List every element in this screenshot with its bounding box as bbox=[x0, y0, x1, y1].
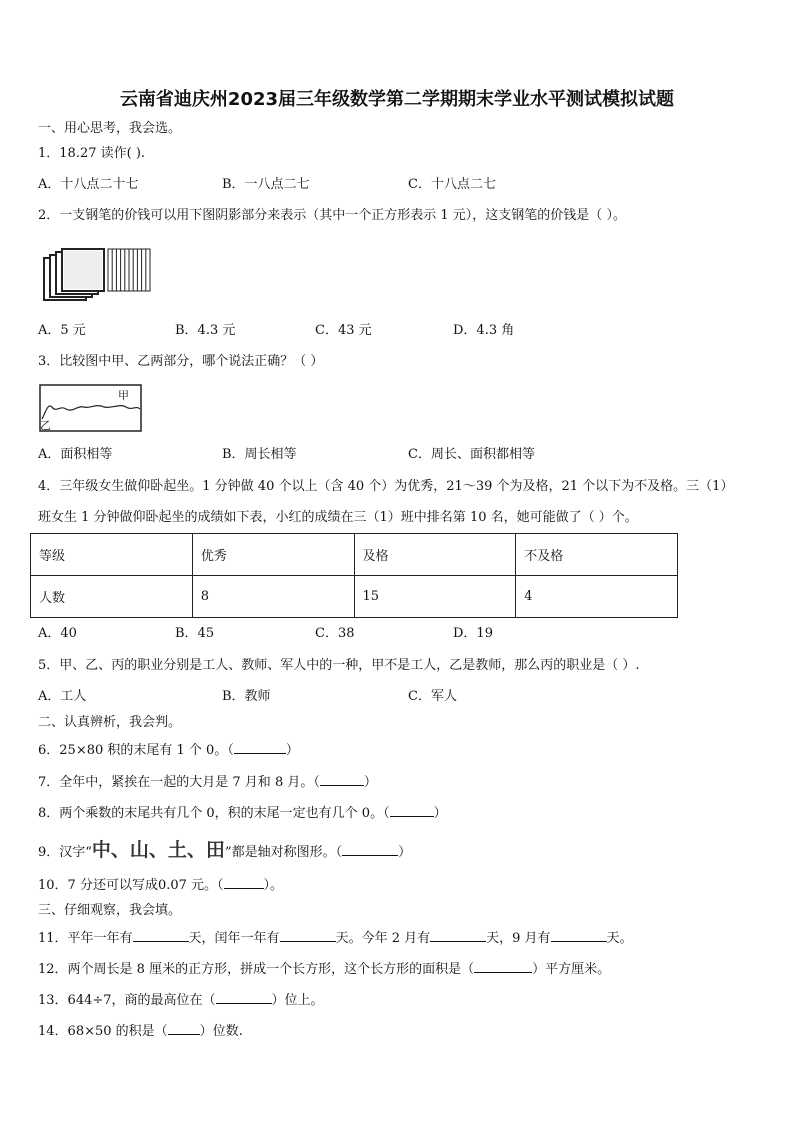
question-14-close: ）位数. bbox=[199, 1024, 243, 1039]
question-1-option-c[interactable]: C．十八点二七 bbox=[408, 177, 496, 192]
page-title: 云南省迪庆州2023届三年级数学第二学期期末学业水平测试模拟试题 bbox=[119, 89, 675, 110]
question-3-option-a[interactable]: A．面积相等 bbox=[38, 447, 113, 462]
question-2-stem: 2．一支钢笔的价钱可以用下图阴影部分来表示（其中一个正方形表示 1 元），这支钢笔的价钱是（ ）。 bbox=[38, 208, 626, 223]
region-label-yi: 乙 bbox=[40, 419, 51, 432]
table-cell: 15 bbox=[354, 576, 516, 618]
table-header-cell: 等级 bbox=[31, 534, 193, 576]
question-9-characters: 中、山、土、田 bbox=[91, 839, 225, 861]
question-1-stem: 1．18.27 读作( ). bbox=[38, 146, 146, 161]
table-header-cell: 优秀 bbox=[192, 534, 354, 576]
question-11-text-3: 天。今年 2 月有 bbox=[335, 931, 431, 946]
question-4-option-a[interactable]: A．40 bbox=[38, 626, 77, 641]
answer-blank[interactable] bbox=[234, 741, 286, 754]
question-7-close: ） bbox=[363, 775, 377, 790]
question-4-stem-line-1: 4．三年级女生做仰卧起坐。1 分钟做 40 个以上（含 40 个）为优秀，21～39 个为及格，21 个以下为不及格。三（1） bbox=[38, 479, 734, 494]
question-3-option-b[interactable]: B．周长相等 bbox=[222, 447, 297, 462]
question-3-stem: 3．比较图中甲、乙两部分，哪个说法正确？（ ） bbox=[38, 354, 324, 369]
question-6 bbox=[38, 741, 299, 759]
question-8-text: 8．两个乘数的末尾共有几个 0，积的末尾一定也有几个 0。（ bbox=[38, 806, 390, 821]
question-8-close: ） bbox=[433, 806, 447, 821]
answer-blank[interactable] bbox=[168, 1022, 200, 1035]
question-12-text: 12．两个周长是 8 厘米的正方形，拼成一个长方形，这个长方形的面积是（ bbox=[38, 962, 475, 977]
question-4-option-d[interactable]: D．19 bbox=[453, 626, 493, 641]
question-14-text: 14．68×50 的积是（ bbox=[38, 1024, 168, 1039]
question-10-text: 10．7 分还可以写成0.07 元。（ bbox=[38, 878, 224, 893]
table-cell: 8 bbox=[192, 576, 354, 618]
question-11-text-2: 天，闰年一年有 bbox=[188, 931, 280, 946]
answer-blank[interactable] bbox=[342, 843, 398, 856]
question-12 bbox=[38, 960, 610, 978]
grade-table bbox=[30, 533, 678, 618]
question-2-option-c[interactable]: C．43 元 bbox=[315, 323, 372, 338]
question-14 bbox=[38, 1022, 243, 1040]
question-5-option-a[interactable]: A．工人 bbox=[38, 689, 87, 704]
question-5-stem: 5．甲、乙、丙的职业分别是工人、教师、军人中的一种，甲不是工人，乙是教师，那么丙的职业是（ ）. bbox=[38, 658, 640, 673]
question-9-text: 9．汉字“ bbox=[38, 845, 92, 860]
question-12-close: ）平方厘米。 bbox=[532, 962, 611, 977]
question-13-close: ）位上。 bbox=[271, 993, 324, 1008]
question-10 bbox=[38, 876, 283, 894]
table-cell: 人数 bbox=[31, 576, 193, 618]
section-heading-1: 一、用心思考，我会选。 bbox=[38, 121, 182, 136]
answer-blank[interactable] bbox=[216, 991, 272, 1004]
question-6-text: 6．25×80 积的末尾有 1 个 0。（ bbox=[38, 743, 234, 758]
answer-blank[interactable] bbox=[280, 929, 336, 942]
question-13-text: 13．644÷7，商的最高位在（ bbox=[38, 993, 216, 1008]
question-1-option-a[interactable]: A．十八点二十七 bbox=[38, 177, 139, 192]
question-9-close: ） bbox=[398, 845, 412, 860]
question-11-text-5: 天。 bbox=[606, 931, 633, 946]
question-2-option-a[interactable]: A．5 元 bbox=[38, 323, 86, 338]
answer-blank[interactable] bbox=[224, 876, 264, 889]
shaded-squares-figure bbox=[42, 246, 162, 306]
answer-blank[interactable] bbox=[430, 929, 486, 942]
question-2-option-b[interactable]: B．4.3 元 bbox=[175, 323, 236, 338]
answer-blank[interactable] bbox=[474, 960, 532, 973]
answer-blank[interactable] bbox=[390, 804, 434, 817]
answer-blank[interactable] bbox=[133, 929, 189, 942]
answer-blank[interactable] bbox=[551, 929, 607, 942]
question-11-text: 11．平年一年有 bbox=[38, 931, 133, 946]
section-heading-3: 三、仔细观察，我会填。 bbox=[38, 903, 182, 918]
table-header-cell: 及格 bbox=[354, 534, 516, 576]
table-row bbox=[31, 576, 678, 618]
section-heading-2: 二、认真辨析，我会判。 bbox=[38, 715, 182, 730]
region-label-jia: 甲 bbox=[118, 389, 129, 402]
question-5-option-c[interactable]: C．军人 bbox=[408, 689, 457, 704]
table-cell: 4 bbox=[516, 576, 678, 618]
table-header-cell: 不及格 bbox=[516, 534, 678, 576]
question-13 bbox=[38, 991, 324, 1009]
question-11 bbox=[38, 929, 633, 947]
question-7 bbox=[38, 773, 377, 791]
question-1-option-b[interactable]: B．一八点二七 bbox=[222, 177, 310, 192]
question-5-option-b[interactable]: B．教师 bbox=[222, 689, 271, 704]
question-6-close: ） bbox=[285, 743, 299, 758]
question-11-text-4: 天，9 月有 bbox=[486, 931, 551, 946]
question-2-option-d[interactable]: D．4.3 角 bbox=[453, 323, 515, 338]
question-4-option-c[interactable]: C．38 bbox=[315, 626, 355, 641]
question-3-option-c[interactable]: C．周长、面积都相等 bbox=[408, 447, 535, 462]
question-4-option-b[interactable]: B．45 bbox=[175, 626, 215, 641]
question-10-close: ）。 bbox=[263, 878, 284, 893]
question-9 bbox=[38, 840, 411, 863]
answer-blank[interactable] bbox=[320, 773, 364, 786]
question-9-text-2: ”都是轴对称图形。（ bbox=[224, 845, 343, 860]
question-7-text: 7．全年中，紧挨在一起的大月是 7 月和 8 月。（ bbox=[38, 775, 320, 790]
question-4-stem-line-2: 班女生 1 分钟做仰卧起坐的成绩如下表，小红的成绩在三（1）班中排名第 10 名，她可能做了（ ）个。 bbox=[38, 510, 638, 525]
question-8 bbox=[38, 804, 447, 822]
table-header-row bbox=[31, 534, 678, 576]
